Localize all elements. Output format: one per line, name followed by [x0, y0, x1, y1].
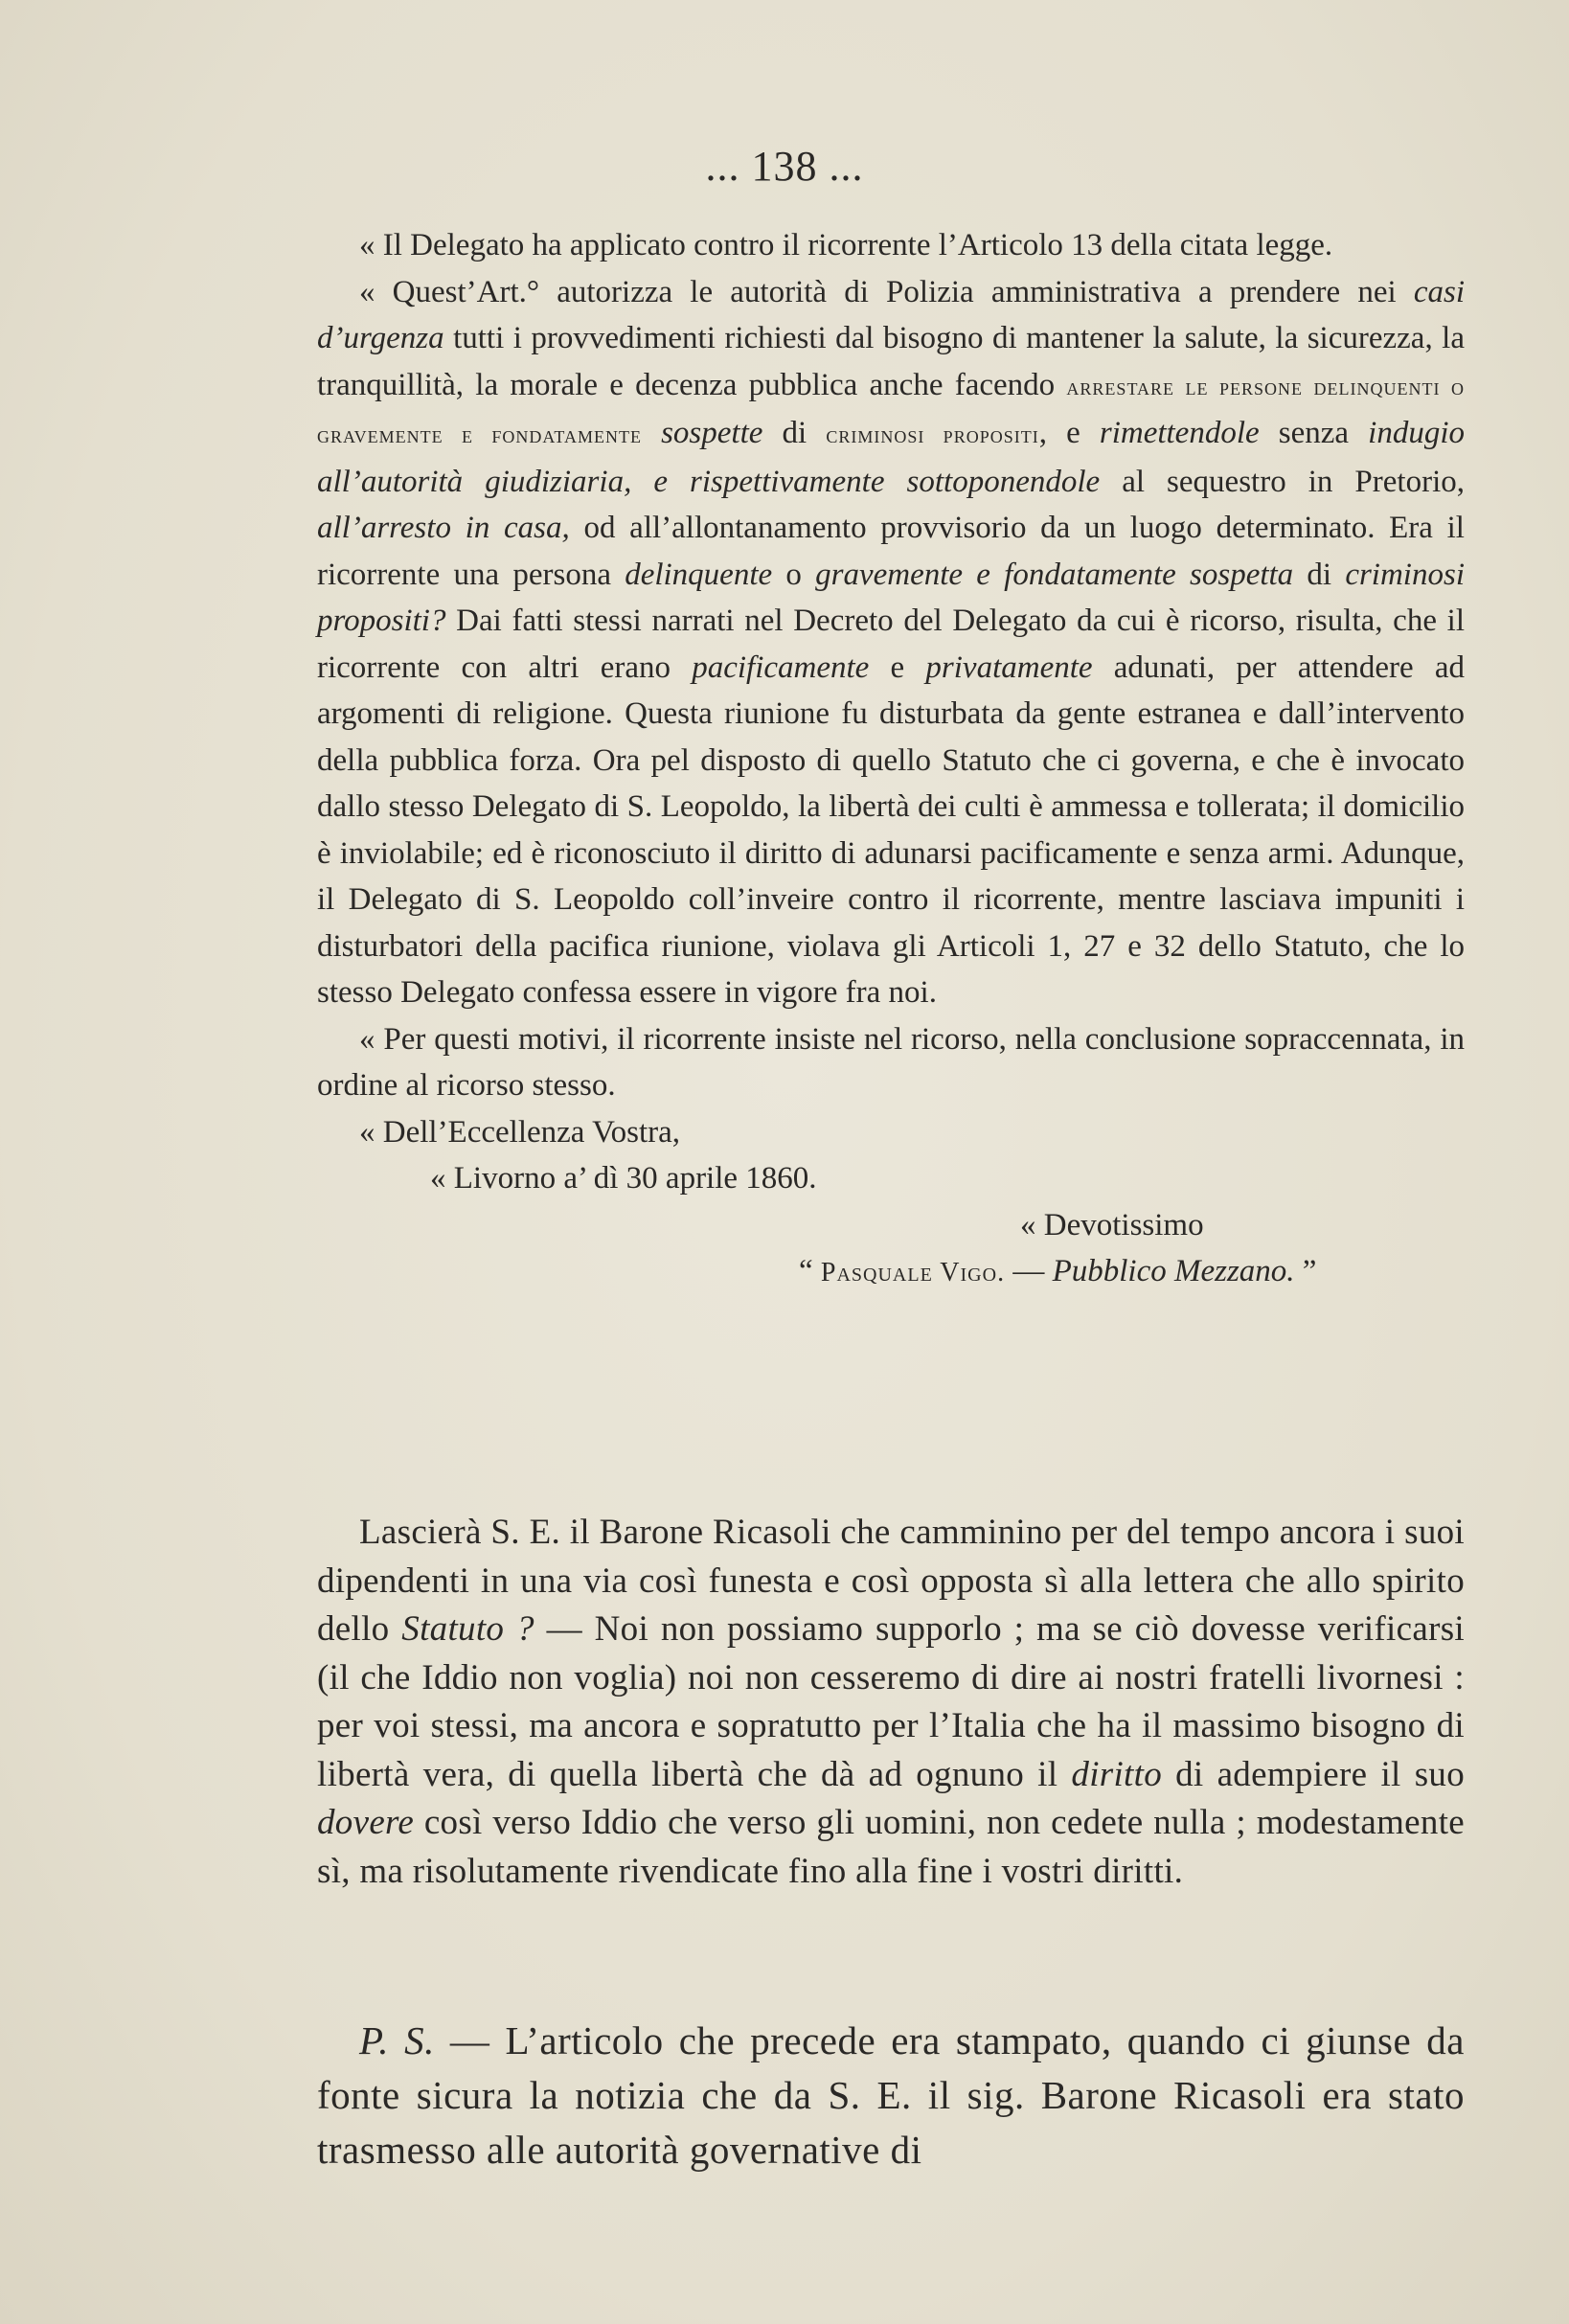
- text-run: di adempiere il suo: [1162, 1754, 1465, 1794]
- text-run: « Quest’Art.° autorizza le autorità di Polizia amministrativa a prendere nei: [359, 274, 1414, 309]
- text-run: , e: [1038, 416, 1100, 450]
- text-run: al sequestro in Pretorio,: [1100, 464, 1465, 499]
- italic-run: dovere: [317, 1803, 415, 1842]
- text-run: di: [762, 416, 827, 450]
- text-run: di: [1293, 557, 1346, 592]
- ps-label: P. S.: [359, 2018, 435, 2062]
- text-run: adunati, per attendere ad argomenti di religione. Questa riunione fu disturbata da gente estranea e dall’intervento della pubblica forza. Ora pel disposto di quello Statuto che ci governa, e che è invocato dallo stesso Delegato di S. Leopoldo, la libertà dei culti è ammessa e tollerata; il domicilio è inviolabile; ed è riconosciuto il diritto di adunarsi pacificamente e senza armi. Adunque, il Delegato di S. Leopoldo coll’inveire contro il ricorrente, mentre lasciava impuniti i disturbatori della pacifica riunione, violava gli Articoli 1, 27 e 32 dello Statuto, che lo stesso Delegato confessa essere in vigore fra noi.: [317, 649, 1465, 1010]
- dash: —: [1005, 1253, 1053, 1288]
- text-run: Dai fatti stessi narrati nel Decreto del Delegato da cui è ricorso, risulta, che il ricorrente con altri erano: [317, 604, 1465, 685]
- signer-name: Pasquale Vigo.: [820, 1257, 1006, 1287]
- text-run: o: [772, 557, 816, 592]
- italic-run: pacificamente: [692, 649, 870, 685]
- letter-paragraph-3: « Per questi motivi, il ricorrente insiste nel ricorso, nella conclusione sopraccennata, in ordine al ricorso stesso.: [317, 1021, 1465, 1103]
- letter-paragraph-1: « Il Delegato ha applicato contro il ricorrente l’Articolo 13 della citata legge.: [359, 228, 1333, 262]
- body-paragraph: [317, 1509, 1465, 1896]
- italic-run: privatamente: [925, 649, 1093, 685]
- italic-run: gravemente e fondatamente sospetta: [815, 557, 1294, 592]
- italic-run: Statuto ?: [401, 1609, 534, 1649]
- small-caps-run: arrestare le persone delinquenti o gravemente e fondatamente: [317, 372, 1465, 448]
- quoted-letter: [317, 222, 1465, 1295]
- text-run: od all’allontanamento provvisorio da un luogo determinato. Era il ricorrente una persona: [317, 511, 1465, 592]
- text-run: e: [869, 649, 926, 685]
- italic-run: delinquente: [625, 557, 773, 592]
- text-run: Lascierà S. E. il Barone Ricasoli che camminino per del tempo ancora i suoi dipendenti in una via così funesta e così opposta sì alla lettera che allo spirito dello: [317, 1513, 1465, 1649]
- italic-run: all’arresto in casa,: [317, 511, 570, 545]
- text-run: senza: [1259, 416, 1369, 450]
- text-run: tutti i provvedimenti richiesti dal bisogno di mantener la salute, la sicurezza, la tranquillità, la morale e decenza pubblica anche facendo: [317, 321, 1465, 402]
- italic-run: casi d’urgenza: [317, 274, 1465, 355]
- italic-run: rimettendole: [1099, 416, 1260, 450]
- page-number: ... 138 ...: [705, 143, 864, 190]
- quote-mark: “: [799, 1253, 821, 1288]
- text-run: — L’articolo che precede era stampato, quando ci giunse da fonte sicura la notizia che da S. E. il sig. Barone Ricasoli era stato trasmesso alle autorità governative di: [317, 2018, 1465, 2172]
- postscript-paragraph: [317, 2014, 1465, 2177]
- closing-place-date: « Livorno a’ dì 30 aprile 1860.: [430, 1160, 817, 1196]
- closing-devotissimo: « Devotissimo: [1020, 1207, 1204, 1242]
- italic-run: indugio all’autorità giudiziaria, e rispettivamente sottoponendole: [317, 416, 1466, 499]
- text-run: così verso Iddio che verso gli uomini, non cedete nulla ; modestamente sì, ma risolutamente rivendicate fino alla fine i vostri diritti.: [317, 1803, 1465, 1891]
- closing-signature: [799, 1248, 1316, 1297]
- small-caps-run: criminosi propositi: [826, 421, 1039, 448]
- letter-paragraph-2: [317, 269, 1465, 1016]
- letter-closing: [317, 1109, 1465, 1295]
- postscript: [317, 2014, 1465, 2177]
- quote-mark: ”: [1294, 1253, 1317, 1288]
- main-paragraph: [317, 1509, 1465, 1896]
- closing-salutation: « Dell’Eccellenza Vostra,: [359, 1114, 681, 1150]
- text-run: — Noi non possiamo supporlo ; ma se ciò dovesse verificarsi (il che Iddio non voglia) noi non cesseremo di dire ai nostri fratelli livornesi : per voi stessi, ma ancora e sopratutto per l’Italia che ha il massimo bisogno di libertà vera, di quella libertà che dà ad ognuno il: [317, 1609, 1465, 1794]
- italic-run: diritto: [1071, 1754, 1163, 1794]
- italic-run: sospette: [661, 416, 763, 450]
- italic-run: criminosi propositi?: [317, 557, 1465, 638]
- signer-title: Pubblico Mezzano.: [1052, 1253, 1295, 1288]
